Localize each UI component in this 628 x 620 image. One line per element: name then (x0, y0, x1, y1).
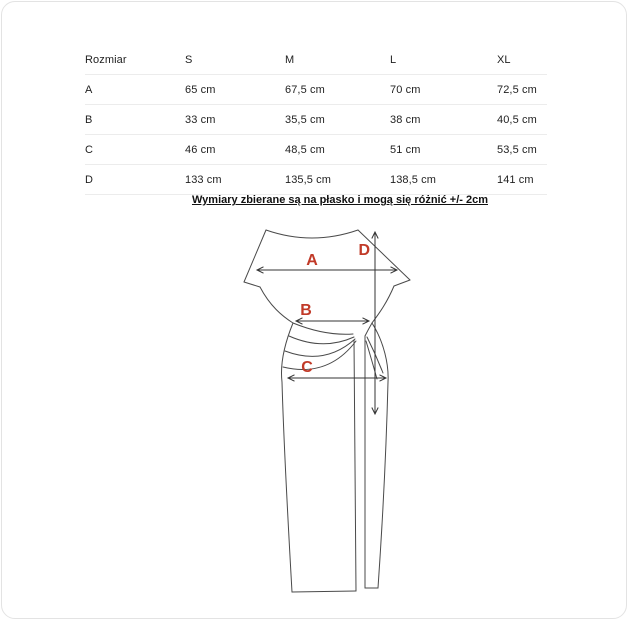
size-value: 72,5 cm (497, 83, 537, 96)
measurement-note: Wymiary zbierane są na płasko i mogą się różnić +/- 2cm (191, 194, 488, 206)
size-value: 141 cm (497, 173, 534, 186)
row-label: C (85, 143, 94, 156)
column-header-s: S (185, 53, 193, 66)
size-value: 48,5 cm (285, 143, 325, 156)
column-header-rozmiar: Rozmiar (85, 53, 127, 66)
size-value: 65 cm (185, 83, 216, 96)
size-value: 70 cm (390, 83, 421, 96)
measure-label-a: A (306, 252, 318, 269)
measure-label-d: D (358, 242, 370, 259)
size-value: 138,5 cm (390, 173, 437, 186)
size-value: 40,5 cm (497, 113, 537, 126)
size-value: 135,5 cm (285, 173, 332, 186)
table-row-a (85, 75, 547, 105)
size-value: 35,5 cm (285, 113, 325, 126)
row-label: B (85, 113, 93, 126)
column-header-m: M (285, 53, 295, 66)
dress-outline (244, 230, 410, 592)
size-value: 33 cm (185, 113, 216, 126)
row-label: A (85, 83, 93, 96)
size-value: 51 cm (390, 143, 421, 156)
table-row-c (85, 135, 547, 165)
measure-label-b: B (300, 302, 312, 319)
size-value: 133 cm (185, 173, 222, 186)
table-row-b (85, 105, 547, 135)
size-value: 38 cm (390, 113, 421, 126)
dress-diagram (160, 220, 470, 612)
table-row-d (85, 165, 547, 195)
column-header-l: L (390, 53, 397, 66)
measure-label-c: C (301, 359, 313, 376)
row-label: D (85, 173, 94, 186)
size-value: 46 cm (185, 143, 216, 156)
table-header-row (85, 45, 547, 75)
size-value: 53,5 cm (497, 143, 537, 156)
size-table (85, 45, 547, 195)
column-header-xl: XL (497, 53, 511, 66)
size-value: 67,5 cm (285, 83, 325, 96)
